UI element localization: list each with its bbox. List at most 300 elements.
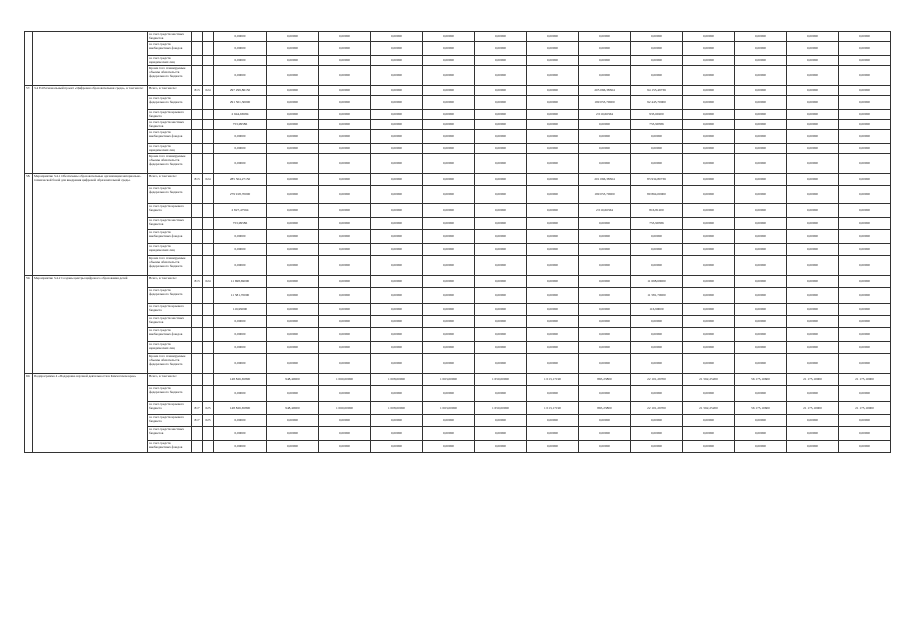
year-value-cell: 0,00000 — [839, 386, 891, 402]
year-value-cell: 0,00000 — [683, 130, 735, 144]
year-value-cell: 0,00000 — [371, 120, 423, 130]
year-value-cell: 0,00000 — [371, 230, 423, 244]
table-row — [25, 427, 891, 441]
year-value-cell: 0,00000 — [319, 230, 371, 244]
total-value-cell: 285 504,27150 — [214, 174, 267, 186]
table-body — [25, 32, 891, 453]
total-value-cell: 0,00000 — [214, 328, 267, 342]
year-value-cell: 0,00000 — [683, 276, 735, 288]
funding-source-label: Всего, в том числе: — [148, 174, 192, 186]
year-value-cell: 0,00000 — [319, 110, 371, 120]
year-value-cell: 0,00000 — [683, 86, 735, 96]
year-value-cell: 0,00000 — [267, 288, 319, 304]
total-value-cell: 0,00000 — [214, 66, 267, 86]
year-value-cell: 0,00000 — [475, 427, 527, 441]
year-value-cell: 0,00000 — [527, 328, 579, 342]
year-value-cell: 21 175,10000 — [839, 374, 891, 386]
table-row — [25, 441, 891, 453]
year-value-cell: 0,00000 — [475, 32, 527, 42]
year-value-cell: 0,00000 — [735, 174, 787, 186]
table-row — [25, 174, 891, 186]
total-value-cell: 148 826,65890 — [214, 374, 267, 386]
table-row — [25, 230, 891, 244]
year-value-cell: 0,00000 — [267, 42, 319, 56]
year-value-cell: 0,00000 — [319, 441, 371, 453]
year-value-cell: 0,00000 — [787, 328, 839, 342]
year-value-cell: 0,00000 — [267, 244, 319, 256]
section-code — [203, 342, 214, 354]
row-number: 58. — [25, 174, 33, 276]
year-value-cell: 0,00000 — [475, 441, 527, 453]
table-row — [25, 218, 891, 230]
year-value-cell: 0,00000 — [475, 204, 527, 218]
year-value-cell: 0,00000 — [319, 204, 371, 218]
year-value-cell: 0,00000 — [735, 244, 787, 256]
grbs-code — [192, 218, 203, 230]
grbs-code — [192, 427, 203, 441]
year-value-cell: 0,00000 — [423, 96, 475, 110]
grbs-code — [192, 32, 203, 42]
year-value-cell: 0,00000 — [475, 42, 527, 56]
total-value-cell: 0,00000 — [214, 415, 267, 427]
year-value-cell: 0,00000 — [475, 316, 527, 328]
section-code — [203, 144, 214, 154]
year-value-cell: 0,00000 — [839, 110, 891, 120]
year-value-cell: 0,00000 — [683, 218, 735, 230]
table-row — [25, 304, 891, 316]
year-value-cell: 0,00000 — [423, 110, 475, 120]
year-value-cell: 0,00000 — [683, 328, 735, 342]
section-code — [203, 230, 214, 244]
year-value-cell: 0,00000 — [683, 154, 735, 174]
year-value-cell: 1 060,00000 — [319, 374, 371, 386]
year-value-cell: 0,00000 — [631, 42, 683, 56]
year-value-cell: 0,00000 — [527, 120, 579, 130]
year-value-cell: 0,00000 — [527, 186, 579, 204]
year-value-cell: 0,00000 — [683, 32, 735, 42]
funding-source-label: Всего, в том числе: — [148, 86, 192, 96]
year-value-cell: 0,00000 — [527, 32, 579, 42]
year-value-cell: 0,00000 — [319, 56, 371, 66]
year-value-cell: 0,00000 — [267, 316, 319, 328]
year-value-cell: 0,00000 — [527, 56, 579, 66]
year-value-cell: 0,00000 — [839, 56, 891, 66]
year-value-cell: 0,00000 — [735, 354, 787, 374]
year-value-cell: 0,00000 — [527, 86, 579, 96]
section-code — [203, 96, 214, 110]
year-value-cell: 0,00000 — [319, 144, 371, 154]
funding-source-label: за счет средств юридических лиц — [148, 342, 192, 354]
year-value-cell: 2 010,66364 — [579, 204, 631, 218]
funding-source-label: за счет средств краевого бюджета — [148, 204, 192, 218]
year-value-cell: 0,00000 — [371, 386, 423, 402]
year-value-cell: 0,00000 — [735, 218, 787, 230]
year-value-cell: 0,00000 — [423, 144, 475, 154]
year-value-cell: 0,00000 — [579, 218, 631, 230]
total-value-cell: 297 299,86150 — [214, 86, 267, 96]
total-value-cell: 0,00000 — [214, 244, 267, 256]
year-value-cell: 0,00000 — [371, 56, 423, 66]
year-value-cell: 816,81200 — [631, 204, 683, 218]
year-value-cell: 0,00000 — [423, 354, 475, 374]
year-value-cell: 0,00000 — [579, 130, 631, 144]
section-code: 025 — [203, 415, 214, 427]
year-value-cell: 0,00000 — [631, 32, 683, 42]
year-value-cell: 199 053,70000 — [579, 96, 631, 110]
year-value-cell: 21 175,10000 — [787, 402, 839, 415]
year-value-cell: 0,00000 — [735, 427, 787, 441]
year-value-cell: 0,00000 — [839, 204, 891, 218]
year-value-cell: 0,00000 — [319, 120, 371, 130]
funding-source-label: Кроме того планируемые объемы обязательств федерального бюджета — [148, 154, 192, 174]
year-value-cell: 0,00000 — [527, 441, 579, 453]
year-value-cell: 0,00000 — [683, 120, 735, 130]
year-value-cell: 0,00000 — [475, 56, 527, 66]
year-value-cell: 21 175,10000 — [787, 374, 839, 386]
year-value-cell: 0,00000 — [787, 276, 839, 288]
year-value-cell: 0,00000 — [683, 441, 735, 453]
year-value-cell: 0,00000 — [527, 130, 579, 144]
total-value-cell: 0,00000 — [214, 130, 267, 144]
year-value-cell: 0,00000 — [475, 218, 527, 230]
year-value-cell: 0,00000 — [787, 288, 839, 304]
year-value-cell: 0,00000 — [475, 66, 527, 86]
section-code — [203, 328, 214, 342]
year-value-cell: 0,00000 — [683, 96, 735, 110]
year-value-cell: 0,00000 — [683, 427, 735, 441]
year-value-cell: 0,00000 — [579, 342, 631, 354]
year-value-cell: 0,00000 — [267, 441, 319, 453]
year-value-cell: 0,00000 — [787, 230, 839, 244]
year-value-cell: 0,00000 — [371, 144, 423, 154]
year-value-cell: 0,00000 — [319, 42, 371, 56]
year-value-cell: 0,00000 — [423, 56, 475, 66]
total-value-cell: 279 918,70000 — [214, 186, 267, 204]
year-value-cell: 0,00000 — [839, 441, 891, 453]
year-value-cell: 83 934,80736 — [631, 174, 683, 186]
year-value-cell: 0,00000 — [267, 154, 319, 174]
year-value-cell: 0,00000 — [683, 230, 735, 244]
year-value-cell: 0,00000 — [839, 96, 891, 110]
year-value-cell: 0,00000 — [371, 204, 423, 218]
year-value-cell: 0,00000 — [579, 120, 631, 130]
year-value-cell: 0,00000 — [683, 244, 735, 256]
year-value-cell: 0,00000 — [787, 110, 839, 120]
table-row — [25, 402, 891, 415]
year-value-cell: 22 101,29700 — [631, 374, 683, 386]
year-value-cell: 0,00000 — [319, 154, 371, 174]
year-value-cell: 0,00000 — [423, 415, 475, 427]
year-value-cell: 0,00000 — [423, 342, 475, 354]
year-value-cell: 0,00000 — [735, 304, 787, 316]
year-value-cell: 0,00000 — [787, 154, 839, 174]
year-value-cell: 0,00000 — [527, 218, 579, 230]
year-value-cell: 0,00000 — [839, 32, 891, 42]
activity-name: Подпрограмма 4 «Поддержка научной деятельности в Камчатском крае» — [33, 374, 148, 453]
total-value-cell: 0,00000 — [214, 144, 267, 154]
total-value-cell: 11 698,69000 — [214, 276, 267, 288]
year-value-cell: 11 698,69000 — [631, 276, 683, 288]
grbs-code — [192, 288, 203, 304]
year-value-cell: 0,00000 — [475, 276, 527, 288]
year-value-cell: 0,00000 — [527, 42, 579, 56]
year-value-cell: 0,00000 — [735, 316, 787, 328]
year-value-cell: 0,00000 — [371, 328, 423, 342]
year-value-cell: 0,00000 — [319, 427, 371, 441]
year-value-cell: 0,00000 — [579, 386, 631, 402]
grbs-code — [192, 230, 203, 244]
year-value-cell: 0,00000 — [475, 342, 527, 354]
grbs-code — [192, 374, 203, 386]
table-row — [25, 256, 891, 276]
year-value-cell: 0,00000 — [371, 276, 423, 288]
year-value-cell: 1 013,17190 — [527, 374, 579, 386]
budget-table — [24, 31, 891, 453]
year-value-cell: 0,00000 — [267, 386, 319, 402]
year-value-cell: 0,00000 — [631, 354, 683, 374]
table-row — [25, 66, 891, 86]
year-value-cell: 0,00000 — [735, 186, 787, 204]
total-value-cell: 0,00000 — [214, 427, 267, 441]
year-value-cell: 0,00000 — [475, 174, 527, 186]
year-value-cell: 0,00000 — [527, 244, 579, 256]
table-row — [25, 204, 891, 218]
year-value-cell: 0,00000 — [319, 328, 371, 342]
section-code: 024 — [203, 276, 214, 288]
funding-source-label: за счет средств юридических лиц — [148, 144, 192, 154]
table-row — [25, 328, 891, 342]
year-value-cell: 0,00000 — [267, 218, 319, 230]
section-code — [203, 386, 214, 402]
grbs-code — [192, 328, 203, 342]
year-value-cell: 0,00000 — [267, 204, 319, 218]
year-value-cell: 0,00000 — [371, 316, 423, 328]
year-value-cell: 0,00000 — [527, 110, 579, 120]
year-value-cell: 0,00000 — [371, 110, 423, 120]
funding-source-label: за счет средств краевого бюджета — [148, 304, 192, 316]
funding-source-label: за счет средств местных бюджетов — [148, 32, 192, 42]
year-value-cell: 0,00000 — [579, 230, 631, 244]
grbs-code — [192, 130, 203, 144]
year-value-cell: 0,00000 — [683, 386, 735, 402]
year-value-cell: 0,00000 — [683, 186, 735, 204]
funding-source-label: за счет средств внебюджетных фондов — [148, 42, 192, 56]
row-number: 60. — [25, 374, 33, 453]
year-value-cell: 0,00000 — [735, 154, 787, 174]
year-value-cell: 0,00000 — [475, 144, 527, 154]
year-value-cell: 0,00000 — [475, 86, 527, 96]
year-value-cell: 0,00000 — [475, 120, 527, 130]
year-value-cell: 0,00000 — [683, 110, 735, 120]
year-value-cell: 0,00000 — [423, 66, 475, 86]
year-value-cell: 0,00000 — [475, 354, 527, 374]
total-value-cell: 0,00000 — [214, 32, 267, 42]
year-value-cell: 0,00000 — [631, 230, 683, 244]
grbs-code — [192, 256, 203, 276]
year-value-cell: 0,00000 — [839, 304, 891, 316]
year-value-cell: 0,00000 — [683, 56, 735, 66]
year-value-cell: 0,00000 — [735, 42, 787, 56]
year-value-cell: 0,00000 — [319, 386, 371, 402]
table-row — [25, 144, 891, 154]
table-row — [25, 120, 891, 130]
year-value-cell: 0,00000 — [423, 316, 475, 328]
year-value-cell: 0,00000 — [267, 230, 319, 244]
year-value-cell: 0,00000 — [319, 66, 371, 86]
total-value-cell: 2 827,47564 — [214, 204, 267, 218]
year-value-cell: 0,00000 — [839, 186, 891, 204]
table-row — [25, 244, 891, 256]
year-value-cell: 0,00000 — [839, 288, 891, 304]
year-value-cell: 0,00000 — [579, 441, 631, 453]
year-value-cell: 0,00000 — [631, 56, 683, 66]
year-value-cell: 0,00000 — [631, 316, 683, 328]
year-value-cell: 0,00000 — [527, 256, 579, 276]
year-value-cell: 1 008,00000 — [371, 374, 423, 386]
year-value-cell: 0,00000 — [423, 441, 475, 453]
table-row — [25, 415, 891, 427]
year-value-cell: 0,00000 — [267, 130, 319, 144]
funding-source-label: за счет средств федерального бюджета — [148, 288, 192, 304]
year-value-cell: 933,60200 — [631, 110, 683, 120]
year-value-cell: 199 053,70000 — [579, 186, 631, 204]
year-value-cell: 0,00000 — [839, 230, 891, 244]
grbs-code — [192, 204, 203, 218]
year-value-cell: 0,00000 — [371, 415, 423, 427]
row-number — [25, 32, 33, 86]
year-value-cell: 0,00000 — [475, 386, 527, 402]
year-value-cell: 0,00000 — [527, 96, 579, 110]
year-value-cell: 0,00000 — [527, 288, 579, 304]
year-value-cell: 0,00000 — [319, 316, 371, 328]
funding-source-label: за счет средств внебюджетных фондов — [148, 230, 192, 244]
year-value-cell: 56 175,10600 — [735, 402, 787, 415]
year-value-cell: 0,00000 — [735, 144, 787, 154]
year-value-cell: 0,00000 — [631, 244, 683, 256]
total-value-cell: 2 944,66584 — [214, 110, 267, 120]
grbs-code: 813 — [192, 174, 203, 186]
year-value-cell: 0,00000 — [735, 96, 787, 110]
year-value-cell: 22 101,29700 — [631, 402, 683, 415]
total-value-cell: 753,99586 — [214, 218, 267, 230]
year-value-cell: 0,00000 — [371, 304, 423, 316]
year-value-cell: 0,00000 — [527, 354, 579, 374]
year-value-cell: 1 063,00000 — [423, 374, 475, 386]
year-value-cell: 0,00000 — [475, 244, 527, 256]
year-value-cell: 0,00000 — [839, 342, 891, 354]
year-value-cell: 0,00000 — [735, 56, 787, 66]
year-value-cell: 0,00000 — [683, 66, 735, 86]
year-value-cell: 0,00000 — [735, 32, 787, 42]
total-value-cell: 0,00000 — [214, 354, 267, 374]
year-value-cell: 0,00000 — [683, 256, 735, 276]
funding-source-label: за счет средств внебюджетных фондов — [148, 441, 192, 453]
year-value-cell: 0,00000 — [579, 316, 631, 328]
year-value-cell: 0,00000 — [631, 256, 683, 276]
table-row — [25, 386, 891, 402]
year-value-cell: 0,00000 — [787, 427, 839, 441]
year-value-cell: 0,00000 — [579, 154, 631, 174]
grbs-code: 817 — [192, 402, 203, 415]
year-value-cell: 0,00000 — [683, 415, 735, 427]
year-value-cell: 0,00000 — [267, 144, 319, 154]
year-value-cell: 201 066,38364 — [579, 174, 631, 186]
year-value-cell: 0,00000 — [735, 415, 787, 427]
total-value-cell: 0,00000 — [214, 154, 267, 174]
year-value-cell: 0,00000 — [787, 244, 839, 256]
funding-source-label: за счет средств местных бюджетов — [148, 218, 192, 230]
year-value-cell: 0,00000 — [839, 154, 891, 174]
year-value-cell: 0,00000 — [475, 415, 527, 427]
year-value-cell: 0,00000 — [475, 154, 527, 174]
section-code — [203, 42, 214, 56]
year-value-cell: 0,00000 — [735, 230, 787, 244]
total-value-cell: 753,99586 — [214, 120, 267, 130]
year-value-cell: 0,00000 — [527, 304, 579, 316]
year-value-cell: 0,00000 — [579, 32, 631, 42]
year-value-cell: 0,00000 — [839, 354, 891, 374]
funding-source-label: за счет средств местных бюджетов — [148, 316, 192, 328]
year-value-cell: 0,00000 — [579, 304, 631, 316]
section-code: 024 — [203, 174, 214, 186]
year-value-cell: 0,00000 — [579, 66, 631, 86]
grbs-code — [192, 386, 203, 402]
grbs-code — [192, 120, 203, 130]
table-row — [25, 288, 891, 304]
section-code — [203, 427, 214, 441]
year-value-cell: 0,00000 — [579, 144, 631, 154]
year-value-cell: 948,40000 — [267, 402, 319, 415]
year-value-cell: 0,00000 — [423, 154, 475, 174]
table-row — [25, 342, 891, 354]
year-value-cell: 0,00000 — [319, 354, 371, 374]
year-value-cell: 0,00000 — [319, 32, 371, 42]
section-code — [203, 256, 214, 276]
year-value-cell: 0,00000 — [423, 304, 475, 316]
year-value-cell: 0,00000 — [423, 427, 475, 441]
year-value-cell: 0,00000 — [267, 96, 319, 110]
section-code — [203, 244, 214, 256]
year-value-cell: 0,00000 — [787, 66, 839, 86]
year-value-cell: 0,00000 — [475, 230, 527, 244]
year-value-cell: 0,00000 — [839, 316, 891, 328]
year-value-cell: 0,00000 — [787, 342, 839, 354]
year-value-cell: 1 063,00000 — [423, 402, 475, 415]
grbs-code — [192, 342, 203, 354]
year-value-cell: 0,00000 — [735, 204, 787, 218]
funding-source-label: за счет средств краевого бюджета — [148, 110, 192, 120]
year-value-cell: 0,00000 — [319, 186, 371, 204]
year-value-cell: 116,99000 — [631, 304, 683, 316]
year-value-cell: 0,00000 — [423, 328, 475, 342]
year-value-cell: 0,00000 — [839, 415, 891, 427]
grbs-code — [192, 56, 203, 66]
year-value-cell: 0,00000 — [839, 218, 891, 230]
year-value-cell: 0,00000 — [423, 174, 475, 186]
year-value-cell: 0,00000 — [839, 144, 891, 154]
year-value-cell: 92 445,70000 — [631, 96, 683, 110]
year-value-cell: 0,00000 — [631, 66, 683, 86]
section-code — [203, 130, 214, 144]
year-value-cell: 0,00000 — [475, 328, 527, 342]
year-value-cell: 0,00000 — [527, 342, 579, 354]
year-value-cell: 205 066,38364 — [579, 86, 631, 96]
year-value-cell: 0,00000 — [579, 256, 631, 276]
year-value-cell: 0,00000 — [787, 304, 839, 316]
grbs-code — [192, 441, 203, 453]
year-value-cell: 0,00000 — [527, 276, 579, 288]
activity-name: Мероприятие 3.4.2 Созданы центры цифрового образования детей — [33, 276, 148, 374]
